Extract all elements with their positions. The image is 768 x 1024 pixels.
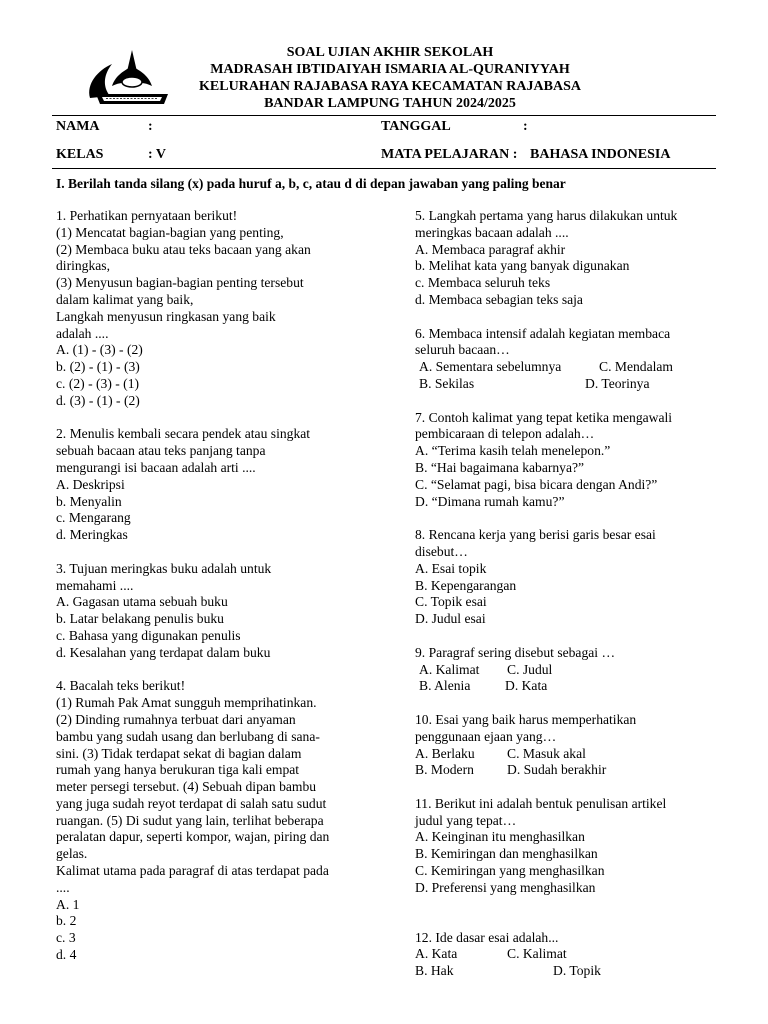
q3-line: 3. Tujuan meringkas buku adalah untuk — [56, 560, 272, 576]
q11-line: judul yang tepat… — [415, 812, 517, 828]
q4-line: sini. (3) Tidak terdapat sekat di bagian dalam — [56, 745, 302, 761]
q10-option-a[interactable]: A. Berlaku — [415, 745, 475, 761]
q6-option-b[interactable]: B. Sekilas — [419, 375, 475, 391]
question-2 — [56, 426, 376, 544]
q5-option-c[interactable]: c. Membaca seluruh teks — [415, 275, 551, 291]
header-divider — [52, 115, 716, 116]
q3-option-d[interactable]: d. Kesalahan yang terdapat dalam buku — [56, 644, 271, 660]
q1-option-b[interactable]: b. (2) - (1) - (3) — [56, 359, 140, 375]
q5-option-b[interactable]: b. Melihat kata yang banyak digunakan — [415, 258, 630, 274]
header-line-4: BANDAR LAMPUNG TAHUN 2024/2025 — [264, 96, 516, 111]
q8-option-b[interactable]: B. Kepengarangan — [415, 577, 517, 593]
q1-line: dalam kalimat yang baik, — [56, 291, 194, 307]
identity-divider — [52, 168, 716, 169]
q11-option-b[interactable]: B. Kemiringan dan menghasilkan — [415, 846, 598, 862]
q8-line: 8. Rencana kerja yang berisi garis besar esai — [415, 527, 656, 543]
q11-option-d[interactable]: D. Preferensi yang menghasilkan — [415, 879, 596, 895]
q7-line: 7. Contoh kalimat yang tepat ketika mengawali — [415, 409, 673, 425]
question-5 — [415, 208, 735, 309]
q9-line: 9. Paragraf sering disebut sebagai … — [415, 644, 616, 660]
question-1 — [56, 208, 376, 410]
q9-option-c[interactable]: C. Judul — [507, 661, 553, 677]
q8-option-a[interactable]: A. Esai topik — [415, 560, 487, 576]
instruction: I. Berilah tanda silang (x) pada huruf a, b, c, atau d di depan jawaban yang paling benar — [56, 176, 566, 191]
question-4 — [56, 678, 376, 964]
q4-line: 4. Bacalah teks berikut! — [56, 678, 186, 694]
q9-option-d[interactable]: D. Kata — [505, 678, 548, 694]
mapel-value: BAHASA INDONESIA — [530, 147, 671, 162]
q1-option-c[interactable]: c. (2) - (3) - (1) — [56, 375, 140, 391]
q1-line: 1. Perhatikan pernyataan berikut! — [56, 208, 238, 223]
q11-option-c[interactable]: C. Kemiringan yang menghasilkan — [415, 863, 605, 879]
q1-line: Langkah menyusun ringkasan yang baik — [56, 308, 276, 324]
q1-line: diringkas, — [56, 258, 110, 274]
question-12 — [415, 930, 735, 980]
q4-line: (1) Rumah Pak Amat sungguh memprihatinkan. — [56, 695, 317, 711]
q12-option-c[interactable]: C. Kalimat — [507, 946, 567, 962]
q4-line: bambu yang sudah usang dan berlubang di sana- — [56, 728, 320, 744]
question-10 — [415, 712, 735, 779]
q7-option-d[interactable]: D. “Dimana rumah kamu?” — [415, 493, 565, 509]
left-column — [56, 208, 376, 981]
q2-line: sebuah bacaan atau teks panjang tanpa — [56, 443, 266, 459]
q10-line: 10. Esai yang baik harus memperhatikan — [415, 711, 637, 727]
q4-line: meter persegi tersebut. (4) Sebuah dipan bambu — [56, 779, 317, 795]
q2-option-c[interactable]: c. Mengarang — [56, 510, 131, 526]
q9-option-a[interactable]: A. Kalimat — [419, 661, 480, 677]
q4-line: ruangan. (5) Di sudut yang lain, terlihat beberapa — [56, 812, 324, 828]
q11-line: 11. Berikut ini adalah bentuk penulisan artikel — [415, 795, 667, 811]
question-7 — [415, 410, 735, 511]
q2-line: mengurangi isi bacaan adalah arti .... — [56, 459, 256, 475]
q4-line: gelas. — [56, 846, 88, 862]
q2-line: 2. Menulis kembali secara pendek atau singkat — [56, 426, 311, 442]
kelas-label: KELAS — [56, 147, 104, 162]
header-line-1: SOAL UJIAN AKHIR SEKOLAH — [286, 45, 494, 60]
q6-option-d[interactable]: D. Teorinya — [585, 375, 650, 391]
q5-line: 5. Langkah pertama yang harus dilakukan untuk — [415, 208, 678, 223]
q9-option-b[interactable]: B. Alenia — [419, 678, 471, 694]
tanggal-colon[interactable]: : — [523, 119, 528, 134]
q6-option-a[interactable]: A. Sementara sebelumnya — [419, 359, 562, 375]
question-3 — [56, 561, 376, 662]
q7-line: pembicaraan di telepon adalah… — [415, 426, 595, 442]
q4-line: .... — [56, 879, 70, 895]
q4-line: rumah yang hanya berukuran tiga kali empat — [56, 762, 300, 778]
q8-option-c[interactable]: C. Topik esai — [415, 594, 487, 610]
question-9 — [415, 645, 735, 695]
q4-line: (2) Dinding rumahnya terbuat dari anyaman — [56, 711, 296, 727]
q1-line: (1) Mencatat bagian-bagian yang penting, — [56, 224, 284, 240]
q7-option-a[interactable]: A. “Terima kasih telah menelepon.” — [415, 443, 611, 459]
q6-line: 6. Membaca intensif adalah kegiatan membaca — [415, 325, 671, 341]
q1-line: (3) Menyusun bagian-bagian penting tersebut — [56, 275, 304, 291]
q11-option-a[interactable]: A. Keinginan itu menghasilkan — [415, 829, 585, 845]
q3-option-a[interactable]: A. Gagasan utama sebuah buku — [56, 594, 228, 610]
q12-option-b[interactable]: B. Hak — [415, 963, 454, 979]
question-11 — [415, 796, 735, 897]
q10-option-b[interactable]: B. Modern — [415, 762, 474, 778]
q1-line: (2) Membaca buku atau teks bacaan yang akan — [56, 241, 311, 257]
q8-line: disebut… — [415, 543, 468, 559]
q12-line: 12. Ide dasar esai adalah... — [415, 929, 559, 945]
q6-line: seluruh bacaan… — [415, 342, 510, 358]
q6-option-c[interactable]: C. Mendalam — [599, 359, 673, 375]
tanggal-label: TANGGAL — [381, 119, 451, 134]
q4-line: yang juga sudah reyot terdapat di salah satu sudut — [56, 795, 327, 811]
q5-option-d[interactable]: d. Membaca sebagian teks saja — [415, 291, 583, 307]
q1-option-d[interactable]: d. (3) - (1) - (2) — [56, 392, 140, 408]
q8-option-d[interactable]: D. Judul esai — [415, 611, 486, 627]
q1-line: adalah .... — [56, 325, 109, 341]
header-line-2: MADRASAH IBTIDAIYAH ISMARIA AL-QURANIYYAH — [210, 62, 570, 77]
right-column — [415, 208, 735, 997]
q4-option-d[interactable]: d. 4 — [56, 947, 77, 963]
q4-line: Kalimat utama pada paragraf di atas terdapat pada — [56, 863, 329, 879]
mapel-label: MATA PELAJARAN : — [381, 147, 518, 162]
q3-option-c[interactable]: c. Bahasa yang digunakan penulis — [56, 627, 241, 643]
q7-option-b[interactable]: B. “Hai bagaimana kabarnya?” — [415, 459, 585, 475]
q1-option-a[interactable]: A. (1) - (3) - (2) — [56, 342, 143, 358]
question-6 — [415, 326, 735, 393]
q5-option-a[interactable]: A. Membaca paragraf akhir — [415, 241, 566, 257]
question-8 — [415, 527, 735, 628]
kelas-value: : V — [148, 147, 167, 162]
q5-line: meringkas bacaan adalah .... — [415, 224, 569, 240]
q12-option-a[interactable]: A. Kata — [415, 946, 458, 962]
nama-label: NAMA — [56, 119, 100, 134]
q4-line: peralatan dapur, seperti kompor, wajan, piring dan — [56, 829, 330, 845]
q4-option-a[interactable]: A. 1 — [56, 896, 80, 912]
q7-option-c[interactable]: C. “Selamat pagi, bisa bicara dengan Andi?” — [415, 476, 658, 492]
q12-option-d[interactable]: D. Topik — [553, 963, 601, 979]
q10-option-c[interactable]: C. Masuk akal — [507, 745, 586, 761]
q10-option-d[interactable]: D. Sudah berakhir — [507, 762, 607, 778]
nama-colon[interactable]: : — [148, 119, 153, 134]
q4-option-b[interactable]: b. 2 — [56, 913, 77, 929]
q10-line: penggunaan ejaan yang… — [415, 728, 557, 744]
q4-option-c[interactable]: c. 3 — [56, 930, 76, 946]
q3-option-b[interactable]: b. Latar belakang penulis buku — [56, 611, 224, 627]
header-line-3: KELURAHAN RAJABASA RAYA KECAMATAN RAJABASA — [199, 79, 581, 94]
q3-line: memahami .... — [56, 577, 134, 593]
q2-option-a[interactable]: A. Deskripsi — [56, 476, 125, 492]
q2-option-d[interactable]: d. Meringkas — [56, 527, 128, 543]
q2-option-b[interactable]: b. Menyalin — [56, 493, 122, 509]
